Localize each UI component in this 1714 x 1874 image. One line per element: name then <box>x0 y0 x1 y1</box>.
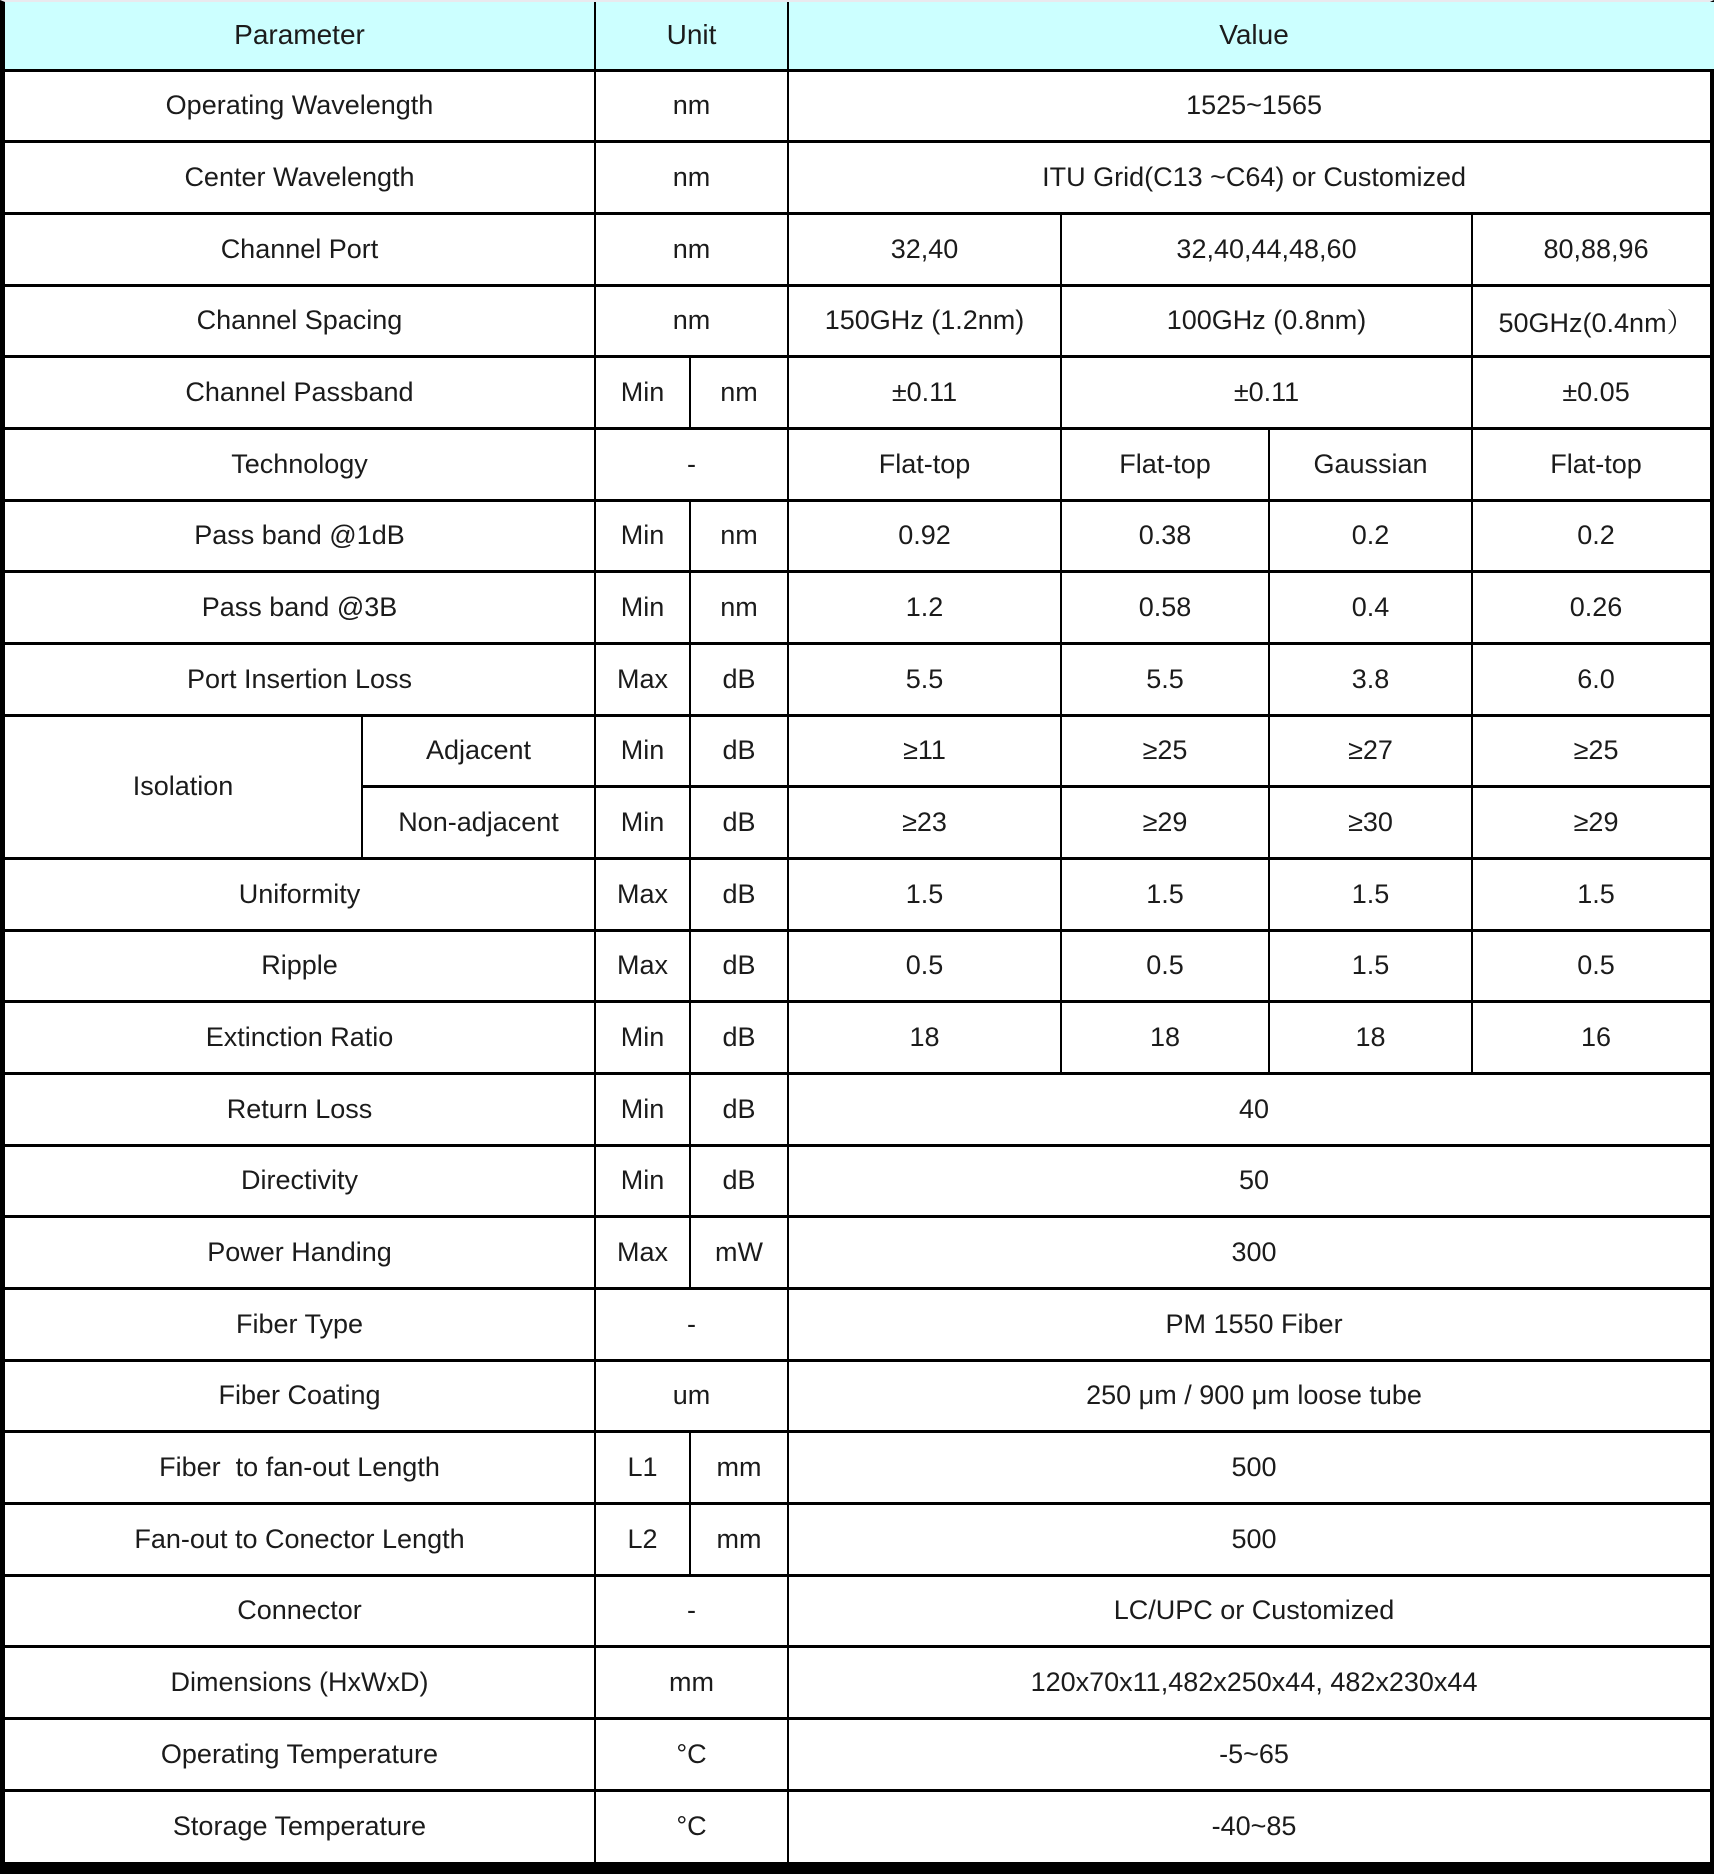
value-cell: 0.2 <box>1472 500 1714 572</box>
table-row-uniformity <box>5 858 1714 930</box>
value-cell: 0.5 <box>1472 930 1714 1002</box>
unit-cell: dB <box>690 1073 788 1145</box>
unit-cell: mm <box>690 1432 788 1504</box>
unit-cell: dB <box>690 1002 788 1074</box>
qualifier-cell: L1 <box>595 1432 690 1504</box>
header-parameter: Parameter <box>5 2 595 70</box>
table-row-channel-spacing <box>5 285 1714 357</box>
value-cell: 120x70x11,482x250x44, 482x230x44 <box>788 1647 1714 1719</box>
value-cell: 300 <box>788 1217 1714 1289</box>
unit-cell: - <box>595 428 788 500</box>
table-row-power-handing <box>5 1217 1714 1289</box>
table-row-dimensions <box>5 1647 1714 1719</box>
table-row-fiber-type <box>5 1288 1714 1360</box>
value-cell: 1.5 <box>1269 858 1472 930</box>
table-row-channel-passband <box>5 357 1714 429</box>
header-row <box>5 2 1714 70</box>
value-cell: 0.5 <box>788 930 1061 1002</box>
unit-cell: um <box>595 1360 788 1432</box>
table-row-storage-temperature <box>5 1790 1714 1862</box>
value-cell: 0.2 <box>1269 500 1472 572</box>
value-cell: 0.92 <box>788 500 1061 572</box>
value-cell: 40 <box>788 1073 1714 1145</box>
value-cell: 6.0 <box>1472 643 1714 715</box>
value-cell: ±0.05 <box>1472 357 1714 429</box>
unit-cell: dB <box>690 930 788 1002</box>
value-cell: 1.5 <box>788 858 1061 930</box>
value-cell: ITU Grid(C13 ~C64) or Customized <box>788 142 1714 214</box>
qualifier-cell: Max <box>595 1217 690 1289</box>
table-row-isolation-adjacent <box>5 715 1714 787</box>
param-label: Channel Spacing <box>5 285 595 357</box>
param-label: Pass band @3B <box>5 572 595 644</box>
unit-cell: mm <box>595 1647 788 1719</box>
qualifier-cell: Min <box>595 572 690 644</box>
value-cell: 100GHz (0.8nm) <box>1061 285 1472 357</box>
param-label: Uniformity <box>5 858 595 930</box>
value-cell: 18 <box>1061 1002 1269 1074</box>
qualifier-cell: Max <box>595 858 690 930</box>
table-row-passband-1db <box>5 500 1714 572</box>
param-label: Port Insertion Loss <box>5 643 595 715</box>
param-group-label: Isolation <box>5 715 362 858</box>
unit-cell: nm <box>690 500 788 572</box>
value-cell: 250 μm / 900 μm loose tube <box>788 1360 1714 1432</box>
value-cell: 1525~1565 <box>788 70 1714 142</box>
param-label: Fiber Coating <box>5 1360 595 1432</box>
table-row-fiber-coating <box>5 1360 1714 1432</box>
param-sublabel: Non-adjacent <box>362 787 595 859</box>
unit-cell: dB <box>690 1145 788 1217</box>
param-label: Directivity <box>5 1145 595 1217</box>
table-row-center-wavelength <box>5 142 1714 214</box>
param-label: Return Loss <box>5 1073 595 1145</box>
table-row-technology <box>5 428 1714 500</box>
value-cell: ≥11 <box>788 715 1061 787</box>
value-cell: ±0.11 <box>1061 357 1472 429</box>
param-label: Fan-out to Conector Length <box>5 1503 595 1575</box>
value-cell: ±0.11 <box>788 357 1061 429</box>
param-label: Ripple <box>5 930 595 1002</box>
qualifier-cell: Max <box>595 643 690 715</box>
value-cell: 3.8 <box>1269 643 1472 715</box>
param-label: Operating Temperature <box>5 1718 595 1790</box>
param-label: Operating Wavelength <box>5 70 595 142</box>
value-cell: 32,40 <box>788 213 1061 285</box>
value-cell: 0.5 <box>1061 930 1269 1002</box>
table-row-directivity <box>5 1145 1714 1217</box>
value-cell: 0.38 <box>1061 500 1269 572</box>
value-cell: 16 <box>1472 1002 1714 1074</box>
qualifier-cell: Min <box>595 357 690 429</box>
table-row-ripple <box>5 930 1714 1002</box>
unit-cell: °C <box>595 1718 788 1790</box>
value-cell: ≥25 <box>1472 715 1714 787</box>
qualifier-cell: Min <box>595 1145 690 1217</box>
qualifier-cell: L2 <box>595 1503 690 1575</box>
unit-cell: nm <box>690 357 788 429</box>
unit-cell: nm <box>690 572 788 644</box>
value-cell: ≥29 <box>1472 787 1714 859</box>
unit-cell: dB <box>690 858 788 930</box>
value-cell: 5.5 <box>1061 643 1269 715</box>
value-cell: 1.5 <box>1472 858 1714 930</box>
param-label: Fiber Type <box>5 1288 595 1360</box>
unit-cell: nm <box>595 285 788 357</box>
unit-cell: nm <box>595 142 788 214</box>
header-unit: Unit <box>595 2 788 70</box>
value-cell: ≥27 <box>1269 715 1472 787</box>
value-cell: 18 <box>1269 1002 1472 1074</box>
qualifier-cell: Min <box>595 1002 690 1074</box>
table-row-connector <box>5 1575 1714 1647</box>
param-label: Storage Temperature <box>5 1790 595 1862</box>
param-label: Fiber to fan-out Length <box>5 1432 595 1504</box>
qualifier-cell: Min <box>595 715 690 787</box>
value-cell: ≥23 <box>788 787 1061 859</box>
value-cell: 500 <box>788 1432 1714 1504</box>
value-cell: Flat-top <box>788 428 1061 500</box>
value-cell: Flat-top <box>1472 428 1714 500</box>
value-cell: 50GHz(0.4nm） <box>1472 285 1714 357</box>
value-cell: 18 <box>788 1002 1061 1074</box>
value-cell: 1.5 <box>1269 930 1472 1002</box>
spec-table <box>5 2 1714 1862</box>
unit-cell: mm <box>690 1503 788 1575</box>
qualifier-cell: Min <box>595 1073 690 1145</box>
value-cell: Flat-top <box>1061 428 1269 500</box>
param-label: Connector <box>5 1575 595 1647</box>
value-cell: 0.58 <box>1061 572 1269 644</box>
qualifier-cell: Min <box>595 500 690 572</box>
param-label: Extinction Ratio <box>5 1002 595 1074</box>
param-label: Technology <box>5 428 595 500</box>
unit-cell: nm <box>595 70 788 142</box>
value-cell: ≥30 <box>1269 787 1472 859</box>
table-row-port-insertion-loss <box>5 643 1714 715</box>
param-label: Channel Passband <box>5 357 595 429</box>
param-label: Center Wavelength <box>5 142 595 214</box>
table-row-operating-temperature <box>5 1718 1714 1790</box>
value-cell: 1.5 <box>1061 858 1269 930</box>
value-cell: ≥25 <box>1061 715 1269 787</box>
unit-cell: dB <box>690 715 788 787</box>
value-cell: Gaussian <box>1269 428 1472 500</box>
table-row-passband-3b <box>5 572 1714 644</box>
value-cell: 1.2 <box>788 572 1061 644</box>
value-cell: -5~65 <box>788 1718 1714 1790</box>
value-cell: 0.4 <box>1269 572 1472 644</box>
unit-cell: - <box>595 1288 788 1360</box>
header-value: Value <box>788 2 1714 70</box>
table-row-operating-wavelength <box>5 70 1714 142</box>
value-cell: LC/UPC or Customized <box>788 1575 1714 1647</box>
param-label: Pass band @1dB <box>5 500 595 572</box>
table-row-fiber-to-fanout-length <box>5 1432 1714 1504</box>
value-cell: 150GHz (1.2nm) <box>788 285 1061 357</box>
unit-cell: °C <box>595 1790 788 1862</box>
value-cell: 500 <box>788 1503 1714 1575</box>
unit-cell: nm <box>595 213 788 285</box>
table-row-channel-port <box>5 213 1714 285</box>
value-cell: ≥29 <box>1061 787 1269 859</box>
value-cell: 32,40,44,48,60 <box>1061 213 1472 285</box>
unit-cell: mW <box>690 1217 788 1289</box>
value-cell: 5.5 <box>788 643 1061 715</box>
qualifier-cell: Max <box>595 930 690 1002</box>
value-cell: 50 <box>788 1145 1714 1217</box>
value-cell: 80,88,96 <box>1472 213 1714 285</box>
param-sublabel: Adjacent <box>362 715 595 787</box>
table-row-return-loss <box>5 1073 1714 1145</box>
unit-cell: - <box>595 1575 788 1647</box>
unit-cell: dB <box>690 787 788 859</box>
param-label: Dimensions (HxWxD) <box>5 1647 595 1719</box>
table-row-fanout-to-connector-length <box>5 1503 1714 1575</box>
value-cell: 0.26 <box>1472 572 1714 644</box>
qualifier-cell: Min <box>595 787 690 859</box>
param-label: Power Handing <box>5 1217 595 1289</box>
table-row-extinction-ratio <box>5 1002 1714 1074</box>
param-label: Channel Port <box>5 213 595 285</box>
value-cell: PM 1550 Fiber <box>788 1288 1714 1360</box>
unit-cell: dB <box>690 643 788 715</box>
value-cell: -40~85 <box>788 1790 1714 1862</box>
